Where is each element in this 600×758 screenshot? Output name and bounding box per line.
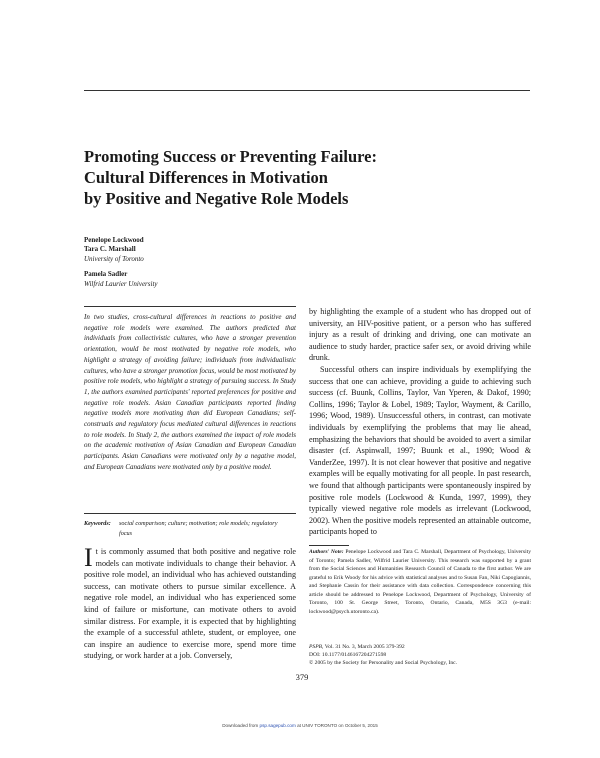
copyright: © 2005 by the Society for Personality and Social Psychology, Inc. bbox=[309, 660, 458, 666]
author-name: Pamela Sadler bbox=[84, 270, 128, 279]
keywords bbox=[84, 519, 296, 538]
keywords-text: social comparison; culture; motivation; role models; regulatory focus bbox=[119, 520, 278, 537]
authors-note-text: Penelope Lockwood and Tara C. Marshall, Department of Psychology, University of Toronto; Pamela Sadler, Wilfrid Laurier University. This research was supported by a grant from the Social Sciences and Humanities Research Council of Canada to the first author. We are grateful to Erik Woody for his advice with statistical analyses and to Susan Fan, Niki Capogiannis, and Stephanie Cassin for their assistance with data collection. Correspondence concerning this article should be addressed to Penelope Lockwood, Department of Psychology, University of Toronto, 100 St. George Street, Toronto, Ontario, Canada, M5S 3G3 (e-mail: lockwood@psych.utoronto.ca). bbox=[309, 549, 531, 615]
download-footer bbox=[0, 723, 600, 728]
article-title bbox=[84, 146, 524, 209]
body-left-column bbox=[84, 543, 296, 662]
journal-abbrev: PSPB, bbox=[309, 644, 324, 650]
abstract: In two studies, cross-cultural differences in reactions to positive and negative role models were examined. The authors predicted that individuals from collectivistic cultures, who have a stronger prevention orientation, would be most motivated by negative role models, who highlight a strategy of avoiding failure; individuals from individualistic cultures, who have a stronger promotion focus, would be most motivated by positive role models, who highlight a strategy of pursuing success. In Study 1, the authors examined participants' reported preferences for positive and negative role models. Asian Canadian participants reported finding negative models more motivating than did European Canadians; self-construals and regulatory focus mediated cultural differences in reactions to role models. In Study 2, the authors examined the impact of role models on the academic motivation of Asian Canadian and European Canadian participants. Asian Canadians were motivated only by a negative model, and European Canadians were motivated only by a positive model. bbox=[84, 313, 296, 471]
author-affiliation: Wilfrid Laurier University bbox=[84, 279, 158, 288]
footer-suffix: at UNIV TORONTO on October 5, 2015 bbox=[297, 723, 378, 728]
author-name: Tara C. Marshall bbox=[84, 245, 136, 254]
footer-link[interactable]: psp.sagepub.com bbox=[259, 723, 296, 728]
authors-note bbox=[309, 548, 531, 616]
page-number: 379 bbox=[295, 672, 309, 682]
drop-cap: I bbox=[84, 543, 93, 572]
title-line: by Positive and Negative Role Models bbox=[84, 189, 349, 208]
abstract-top-rule bbox=[84, 306, 296, 307]
citation-block bbox=[309, 643, 531, 667]
doi: DOI: 10.1177/0146167204271598 bbox=[309, 652, 387, 658]
body-paragraph: by highlighting the example of a student who has dropped out of university, an HIV-positive patient, or a person who has suffered injury as a result of drinking and driving, one can motivate an audience to study harder, practice safer sex, or avoid driving while drunk. bbox=[309, 307, 531, 363]
author-block bbox=[84, 236, 294, 289]
body-text: t is commonly assumed that both positive and negative role models can motivate individuals to change their behavior. A positive role model, an individual who has achieved outstanding success, can motivate others to pursue similar excellence. A negative role model, an individual who has experienced some kind of failure or misfortune, can motivate others to avoid similar distress. For example, it is expected that by highlighting the example of a successful athlete, student, or employee, one can inspire an audience to exercise more, spend more time studying, or work harder at a job. Conversely, bbox=[84, 547, 296, 661]
body-paragraph: Successful others can inspire individuals by exemplifying the success that one can achieve, providing a guide to achieving such success (cf. Buunk, Collins, Taylor, Van Yperen, & Dakof, 1990; Collins, 1996; Taylor & Lobel, 1989; Taylor, Wayment, & Carillo, 1996; Wood, 1989). Unsuccessful others, in contrast, can motivate individuals by exemplifying the problems that may lie ahead, emphasizing the behaviors that should be avoided to avert a similar disaster (cf. Aspinwall, 1997; Buunk et al., 1990; Wood & VanderZee, 1997). It is not clear however that positive and negative examples will be equally motivating for all people. In past research, we found that although participants were spontaneously inspired by positive role models (Lockwood & Kunda, 1997, 1999), they typically viewed negative role models as irrelevant (Lockwood, 2002). When the positive models represented an attainable outcome, participants hoped to bbox=[309, 364, 531, 537]
title-line: Cultural Differences in Motivation bbox=[84, 168, 328, 187]
volume-info: Vol. 31 No. 3, March 2005 379-392 bbox=[324, 644, 405, 650]
author-name: Penelope Lockwood bbox=[84, 236, 144, 244]
footer-prefix: Downloaded from bbox=[222, 723, 259, 728]
author-affiliation: University of Toronto bbox=[84, 254, 144, 263]
footnote-rule bbox=[309, 545, 349, 546]
abstract-bottom-rule bbox=[84, 513, 296, 514]
title-line: Promoting Success or Preventing Failure: bbox=[84, 147, 377, 166]
top-rule bbox=[84, 90, 530, 91]
body-right-column bbox=[309, 306, 531, 538]
keywords-label: Keywords: bbox=[84, 520, 111, 527]
authors-note-label: Authors' Note: bbox=[309, 549, 344, 555]
